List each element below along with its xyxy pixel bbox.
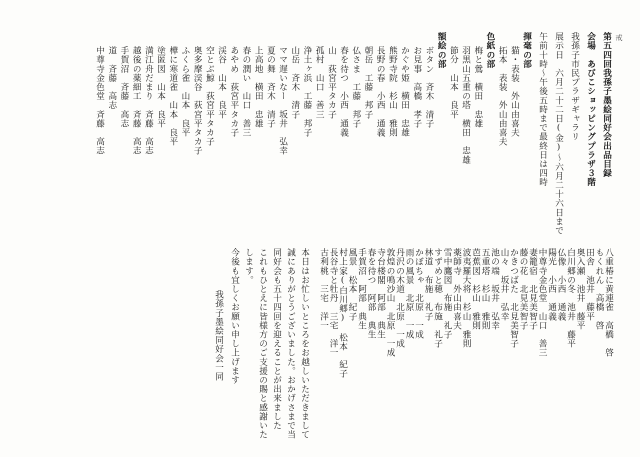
entry-column: 山岳 斉木 清子: [289, 46, 300, 119]
entry-column: ふくら雀 山本 良平: [179, 46, 190, 137]
entry-column: 道 斉藤 高志: [106, 46, 117, 110]
entry-column: あやめ 荻宮平タカ子: [228, 46, 239, 137]
entry-column: 陽光 小西 通義: [546, 248, 557, 321]
entry-column: 越後の薬細工 斉藤 高志: [131, 46, 142, 156]
header-line: 展示日 六月二十二日(金)～六月二十六日まで: [553, 32, 564, 235]
entry-column: 拓本 表装 外山由喜夫: [497, 46, 508, 147]
entry-column: 春を待つ 小西 通義: [338, 46, 349, 137]
section-heading: 揮毫の部: [521, 32, 532, 69]
entry-column: 仏さま 工藤 邦子: [350, 46, 361, 128]
entry-column: お見事 高橋 孝子: [411, 46, 422, 128]
entry-column: かきつばた 北見美智子: [508, 248, 519, 349]
entry-column: 浄土ヶ浜 工藤 邦子: [301, 46, 312, 137]
entry-column: 池の端 坂井 弘幸: [489, 248, 500, 330]
entry-column: 芭蕉図 杉山 雅則: [470, 248, 481, 330]
entry-column: 春の潤い 山口 善三: [240, 46, 251, 137]
entry-column: 中尊寺金色堂 山口 善三: [537, 248, 548, 358]
entry-column: 雨の風景 北原 一成: [404, 248, 415, 339]
header-line: 我孫子市民プラザギャラリ: [569, 32, 580, 142]
entry-column: 羽黒山五重の塔 横田 忠雄: [460, 46, 471, 165]
entry-column: 風景 松本 紀子: [347, 248, 358, 321]
message-line: 今後も宜しくお願い申し上げます: [229, 248, 240, 385]
entry-column: 奥多摩渓谷 荻宮平タカ子: [192, 46, 203, 156]
entry-column: 妻籠宿 北見美智子: [527, 248, 538, 330]
entry-column: 山々 坂井 弘幸: [499, 248, 510, 321]
entry-column: 八重椿に黄連雀 高橋 啓: [603, 248, 614, 358]
message-line: 同好会も五十四回を迎えることが出来ました: [271, 248, 282, 430]
entry-column: 仏像 小西 通義: [556, 248, 567, 321]
entry-column: 村上家(白川郷) 松本 紀子: [337, 248, 348, 379]
header-line: 会場 あびこショッピングプラザ３階: [585, 32, 596, 187]
header-line: 午前十時～午後五時まで最終日は四時: [537, 32, 548, 187]
entry-column: 田舎 池井 藤平: [584, 248, 595, 321]
entry-column: 古利桃 三宅 洋一: [318, 248, 329, 330]
entry-column: 雪中鷹図 布施 礼子: [442, 248, 453, 339]
entry-column: 手賀沼 阿部 典生: [356, 248, 367, 330]
section-heading: 額絵の部: [436, 32, 447, 69]
entry-column: 猫・表装 外山由喜夫: [509, 46, 520, 137]
entry-column: 薬師寺 外山由喜夫: [451, 248, 462, 330]
entry-column: もくれん 高橋 啓: [594, 248, 605, 330]
entry-column: 満江舟だまり 斉藤 高志: [143, 46, 154, 156]
entry-column: かぼちゃ 北原 一成: [413, 248, 424, 339]
entry-column: 五重塔 杉山 雅則: [480, 248, 491, 330]
entry-column: 渓谷 山本 良平: [216, 46, 227, 119]
entry-column: 波夷羅大将 杉山 雅則: [461, 248, 472, 349]
message-line: 本日はお忙しいところをお越しいただきまして: [299, 248, 310, 440]
entry-column: 寺台楼閣 阿部 典生: [375, 248, 386, 339]
signature: 我孫子墨絵同好会一同: [213, 290, 224, 381]
entry-column: 梅と鶯 横田 忠雄: [472, 46, 483, 128]
entry-column: 朝岳 工藤 邦子: [362, 46, 373, 119]
entry-column: 節分 山本 良平: [448, 46, 459, 119]
entry-column: ボタン 斉木 清子: [423, 46, 434, 128]
entry-column: 林道 布施 礼子: [423, 248, 434, 321]
entry-column: 白川郷の冬 池井 藤平: [565, 248, 576, 349]
entry-column: ママ遅いなー 坂井 弘幸: [277, 46, 288, 156]
entry-column: 長谷寺と牡丹 三宅 洋一: [328, 248, 339, 358]
entry-column: 丹沢の木道 北原 一成: [394, 248, 405, 349]
entry-column: 春を待つ 阿部 典生: [366, 248, 377, 339]
header-line: 第五四回我孫子墨絵同好会出品目録: [601, 32, 612, 178]
entry-column: 空とぶ鯨 荻宮平タカ子: [204, 46, 215, 147]
entry-column: 孤村 山口 善三: [314, 46, 325, 119]
entry-column: 奥入瀬 池井 藤平: [575, 248, 586, 330]
entry-column: 夏の舞 斉木 清子: [265, 46, 276, 128]
entry-column: 中尊寺金色堂 斉藤 高志: [94, 46, 105, 156]
message-line: します。: [243, 248, 254, 285]
entry-column: かぐや姫 横田 忠雄: [399, 46, 410, 137]
entry-column: 樺に寒道雀 山本 良平: [167, 46, 178, 147]
entry-column: 長野の春 小西 通義: [375, 46, 386, 137]
entry-column: 山 荻宮平タカ子: [326, 46, 337, 119]
entry-column: 熊野寺院 杉山 雅則: [387, 46, 398, 137]
entry-column: 敦煌の鳴沙山 北原 一成: [385, 248, 396, 358]
entry-column: 上高地 横田 忠雄: [253, 46, 264, 128]
entry-column: 手賀沼 斉藤 高志: [118, 46, 129, 128]
entry-column: 藤の花 北見美智子: [518, 248, 529, 330]
section-heading: 色紙の部: [484, 32, 495, 69]
handwritten-mark: 戒: [615, 34, 623, 41]
message-line: これもひとえに皆様方のご支援の賜と感謝いた: [257, 248, 268, 440]
message-line: 誠にありがとうございました。おかげさまで当: [285, 248, 296, 440]
entry-column: すずめと穂 布施 礼子: [432, 248, 443, 349]
entry-column: 塗匿図 山本 良平: [155, 46, 166, 128]
